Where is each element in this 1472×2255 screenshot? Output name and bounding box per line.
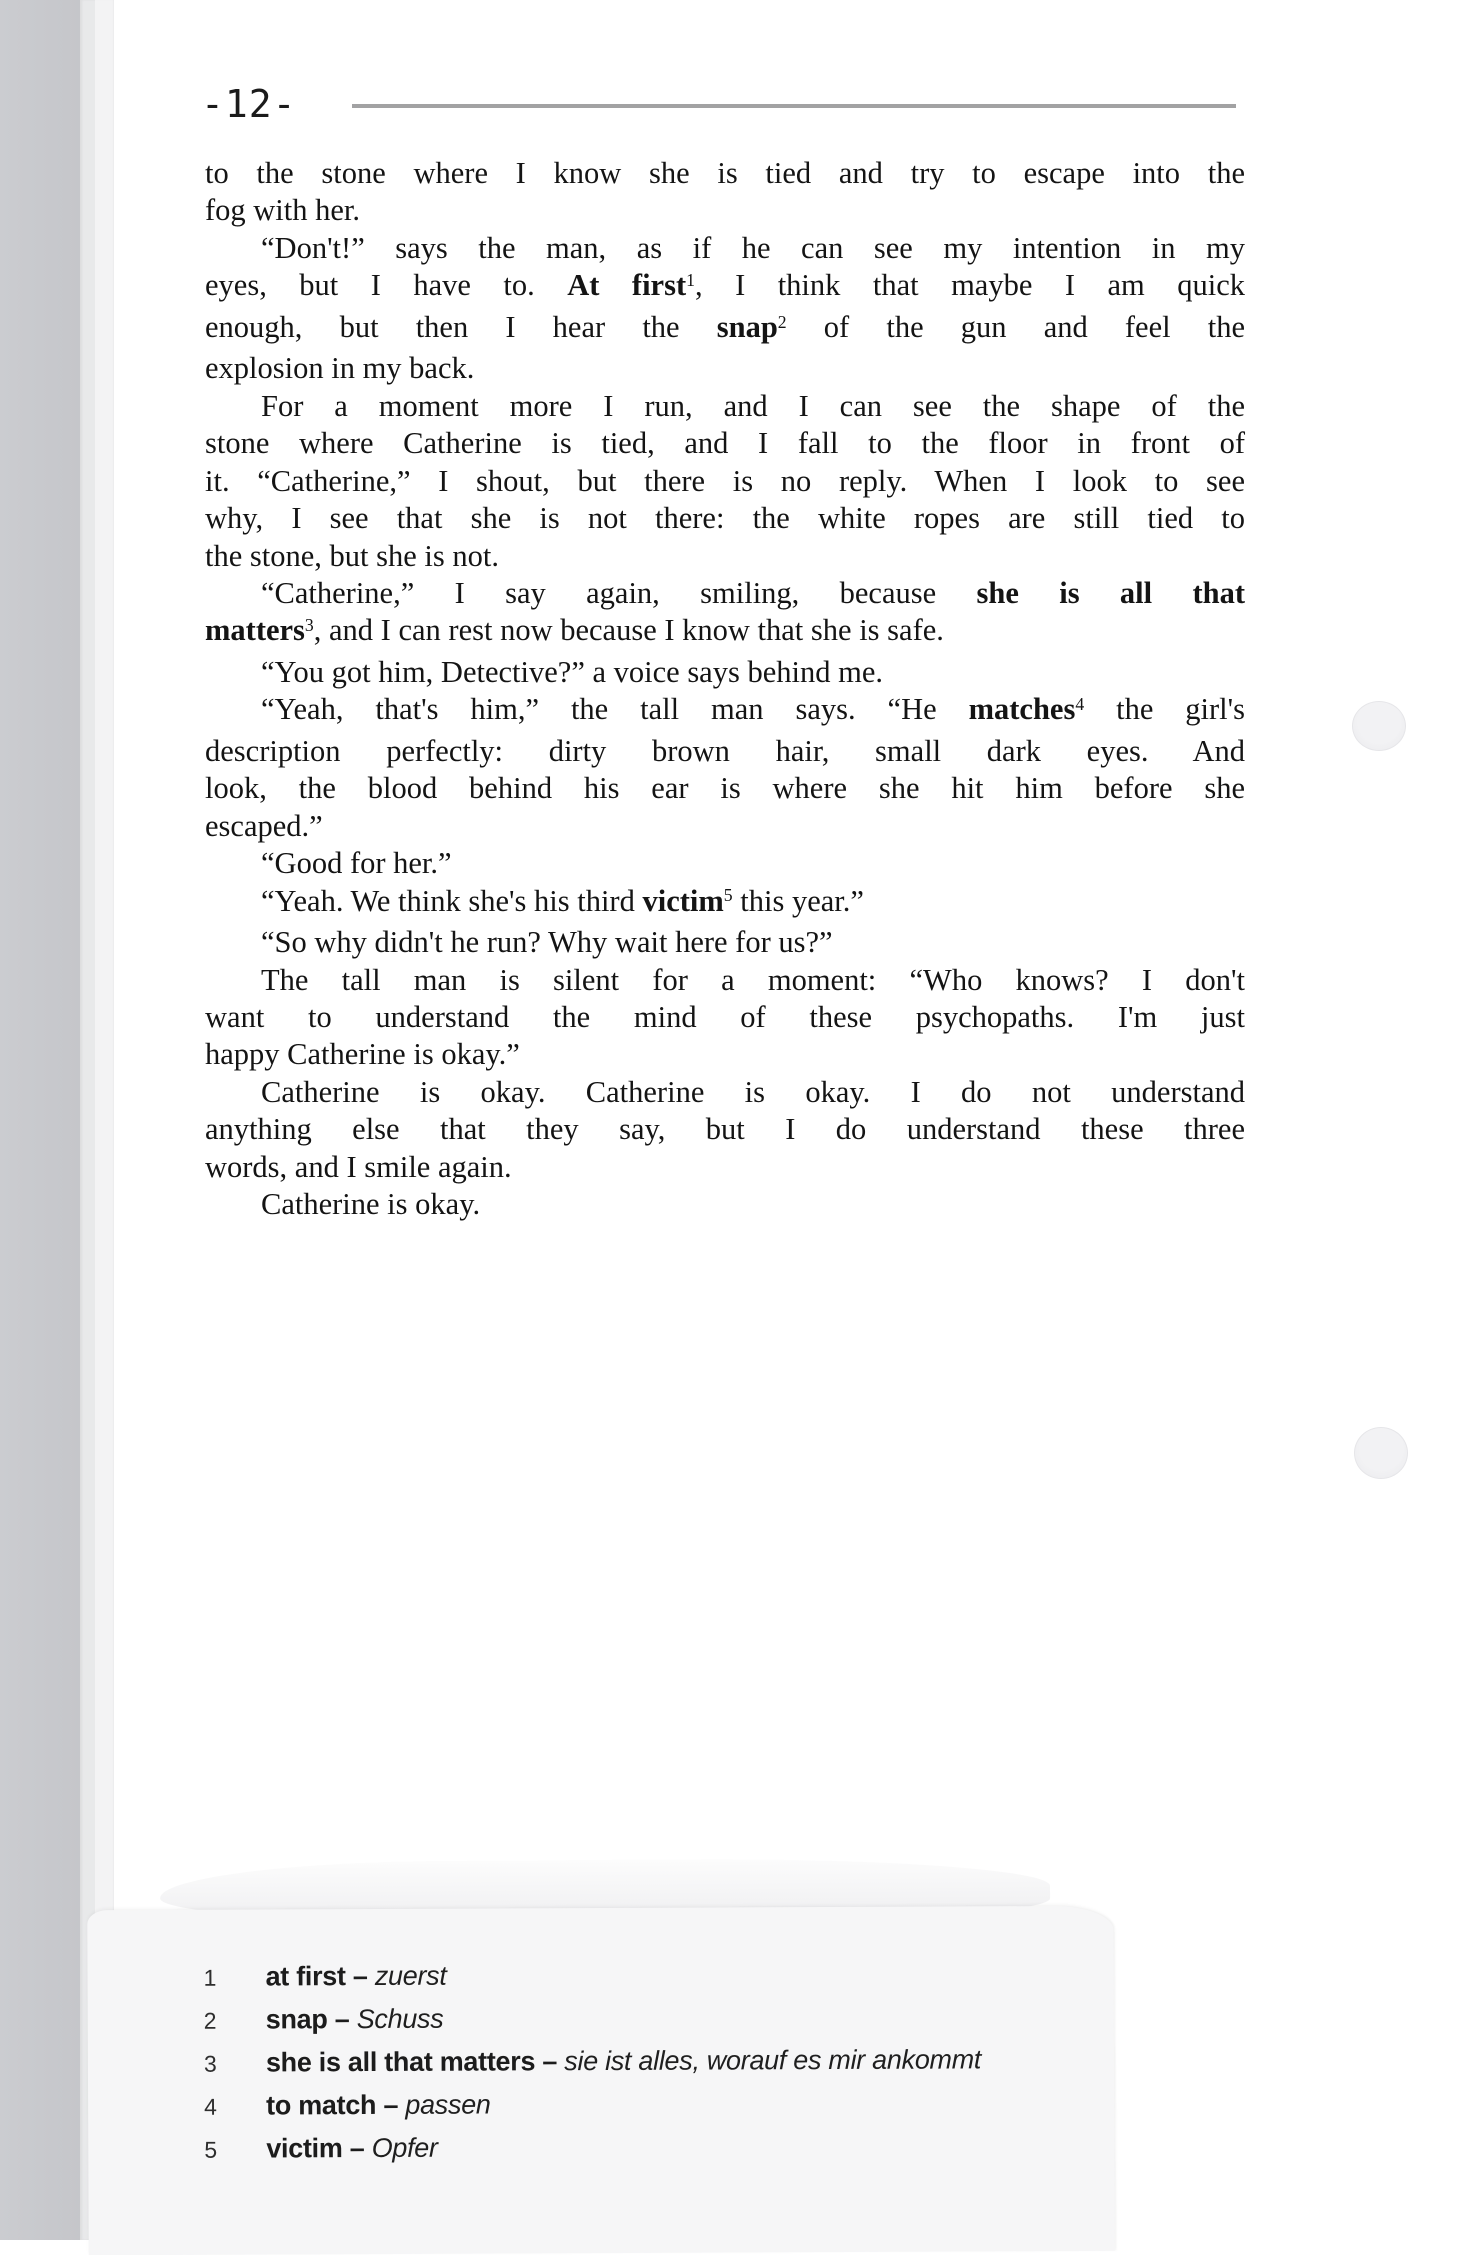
page-edge-strip-outer — [80, 0, 95, 2240]
footnote-reference: 3 — [304, 615, 314, 636]
text-line — [205, 309, 1245, 350]
text-segment: stone where Catherine is tied, and I fall to the floor in front of — [205, 426, 1245, 461]
page-number: -12- — [201, 82, 297, 126]
text-segment: words, and I smile again. — [205, 1149, 512, 1184]
text-segment: “You got him, Detective?” a voice says behind me. — [261, 654, 883, 689]
text-line — [205, 691, 1245, 732]
text-line — [205, 1149, 1245, 1186]
bold-vocab-word: matches — [968, 692, 1076, 727]
text-line — [205, 350, 1245, 387]
text-segment: to the stone where I know she is tied and try to escape into the — [205, 156, 1245, 190]
footnote-translation: Opfer — [371, 2132, 438, 2164]
footnote-translation: Schuss — [356, 2003, 444, 2035]
text-segment: “Good for her.” — [261, 846, 452, 881]
bold-vocab-word: matters — [205, 613, 305, 648]
header-rule — [352, 104, 1236, 108]
text-line — [205, 770, 1245, 807]
text-segment: Catherine is okay. — [261, 1187, 481, 1222]
text-segment: Catherine is okay. Catherine is okay. I do not understand — [261, 1074, 1245, 1109]
text-segment: , I think that maybe I am quick — [694, 268, 1245, 303]
text-line — [205, 808, 1245, 845]
text-line — [205, 1074, 1245, 1111]
text-line — [205, 1036, 1245, 1073]
footnote-separator: – — [342, 2133, 372, 2164]
footnote-number: 5 — [204, 2136, 217, 2163]
text-segment: the stone, but she is not. — [205, 538, 499, 573]
story-text — [205, 155, 1245, 1224]
footnote-separator: – — [535, 2046, 565, 2077]
text-line — [205, 612, 1245, 653]
binder-hole-top — [1352, 701, 1406, 751]
bold-vocab-word: At first — [567, 268, 687, 303]
page-gutter-shadow — [0, 0, 80, 2240]
text-segment: “Yeah, that's him,” the tall man says. “He — [261, 692, 969, 727]
footnote-item — [204, 2130, 1064, 2177]
footnote-number: 4 — [204, 2093, 217, 2120]
footnote-term: victim — [266, 2133, 343, 2164]
text-segment: want to understand the mind of these psychopaths. I'm just — [205, 999, 1245, 1034]
footnote-translation: zuerst — [374, 1960, 447, 1991]
text-segment: look, the blood behind his ear is where she hit him before she — [205, 771, 1245, 806]
text-segment: explosion in my back. — [205, 351, 475, 386]
footnote-translation: passen — [405, 2089, 491, 2120]
text-segment: enough, but then I hear the — [205, 309, 717, 344]
text-segment: description perfectly: dirty brown hair, small dark eyes. And — [205, 733, 1245, 768]
text-segment: this year.” — [732, 883, 864, 918]
footnote-reference: 2 — [777, 311, 787, 332]
text-line — [205, 538, 1245, 575]
bold-vocab-word: she is all that — [976, 575, 1246, 610]
text-line — [205, 575, 1245, 612]
text-segment: it. “Catherine,” I shout, but there is no reply. When I look to see — [205, 463, 1245, 498]
text-segment: “Yeah. We think she's his third — [261, 883, 643, 918]
footnote-reference: 5 — [723, 885, 733, 906]
text-segment: why, I see that she is not there: the white ropes are still tied to — [205, 501, 1245, 536]
binder-hole-bottom — [1354, 1427, 1408, 1479]
footnote-term: she is all that matters — [265, 2046, 536, 2078]
text-line — [205, 962, 1245, 999]
footnote-translation: sie ist alles, worauf es mir ankommt — [564, 2044, 982, 2077]
text-line — [205, 388, 1245, 425]
footnote-number: 1 — [203, 1964, 217, 1991]
text-line — [205, 267, 1245, 308]
footnote-item — [204, 2001, 1064, 2048]
text-line — [205, 230, 1245, 267]
text-segment: fog with her. — [205, 193, 361, 228]
text-segment: happy Catherine is okay.” — [205, 1037, 520, 1072]
text-line — [205, 155, 1245, 192]
text-line — [205, 999, 1245, 1036]
text-segment: anything else that they say, but I do understand these three — [205, 1112, 1245, 1147]
text-segment: “So why didn't he run? Why wait here for us?” — [261, 925, 833, 960]
footnote-item — [204, 2044, 1064, 2091]
text-segment: of the gun and feel the — [786, 309, 1246, 344]
footnote-separator: – — [345, 1960, 375, 1992]
footnote-item — [204, 2087, 1064, 2134]
text-line — [205, 924, 1245, 961]
text-segment: “Catherine,” I say again, smiling, because — [261, 575, 977, 610]
footnote-number: 3 — [203, 2050, 217, 2077]
text-line — [205, 463, 1245, 500]
footnote-list — [203, 1958, 1064, 2177]
text-segment: , and I can rest now because I know that she is safe. — [313, 613, 944, 648]
text-line — [205, 425, 1245, 462]
footnote-term: snap — [265, 2004, 328, 2035]
bold-vocab-word: victim — [642, 883, 724, 918]
text-line — [205, 1186, 1245, 1223]
text-line — [205, 733, 1245, 770]
footnote-reference: 4 — [1075, 694, 1085, 715]
text-segment: For a moment more I run, and I can see the shape of the — [261, 388, 1245, 423]
text-line — [205, 192, 1245, 229]
text-line — [205, 654, 1245, 691]
footnote-separator: – — [376, 2089, 406, 2120]
text-segment: the girl's — [1084, 692, 1246, 727]
footnote-separator: – — [327, 2004, 357, 2035]
bold-vocab-word: snap — [716, 309, 778, 344]
text-line — [205, 883, 1245, 924]
footnote-number: 2 — [203, 2007, 217, 2034]
text-line — [205, 845, 1245, 882]
footnote-term: at first — [265, 1961, 346, 1992]
footnote-item — [203, 1958, 1063, 2005]
text-segment: eyes, but I have to. — [205, 268, 568, 303]
vocabulary-panel — [87, 1906, 1114, 2255]
text-segment: escaped.” — [205, 808, 323, 843]
text-segment: The tall man is silent for a moment: “Who knows? I don't — [261, 962, 1245, 997]
footnote-reference: 1 — [686, 270, 695, 291]
text-line — [205, 1111, 1245, 1148]
text-line — [205, 500, 1245, 537]
page-edge-strip-inner — [95, 0, 114, 2240]
text-segment: “Don't!” says the man, as if he can see my intention in my — [261, 230, 1245, 265]
footnote-term: to match — [266, 2089, 377, 2121]
